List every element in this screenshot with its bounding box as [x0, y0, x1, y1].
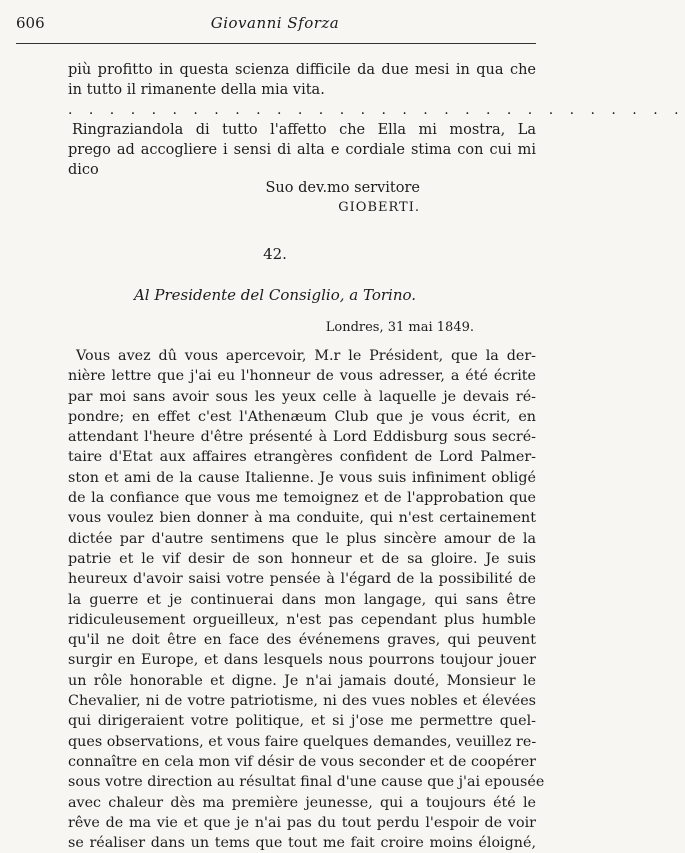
- body-line: la guerre et je continuerai dans mon langage, qui sans être: [68, 591, 536, 608]
- body-line: connaître en cela mon vif désir de vous seconder et de coopérer: [68, 753, 536, 770]
- letter-number: 42.: [263, 245, 287, 263]
- page-number: 606: [16, 14, 45, 32]
- signature-salutation: Suo dev.mo servitore: [265, 180, 420, 196]
- body-line: patrie et le vif desir de son honneur et de sa gloire. Je suis: [68, 550, 536, 567]
- body-line: sous votre direction au résultat final d'une cause que j'ai epousée: [68, 774, 545, 791]
- body-line: nière lettre que j'ai eu l'honneur de vous adresser, a été écrite: [68, 368, 536, 385]
- body-line: Chevalier, ni de votre patriotisme, ni des vues nobles et élevées: [68, 693, 536, 710]
- body-line: dictée par d'autre sentimens que le plus sincère amour de la: [68, 530, 536, 547]
- text-line: dico: [68, 162, 99, 178]
- page-header: [0, 14, 550, 38]
- body-line: surgir en Europe, et dans lesquels nous pourrons toujour jouer: [68, 652, 536, 669]
- text-line: più profitto in questa scienza difficile da due mesi in qua che: [68, 62, 536, 78]
- body-line: ques observations, et vous faire quelques demandes, veuillez re-: [68, 733, 537, 750]
- body-line: par moi sans avoir sous les yeux celle à laquelle je devais ré-: [68, 388, 536, 405]
- ellipsis-line: . . . . . . . . . . . . . . . . . . . . . . . . . . . . . .: [68, 102, 685, 118]
- body-line: vous voulez bien donner à ma conduite, qui n'est certainement: [68, 510, 536, 527]
- letter-date: Londres, 31 mai 1849.: [325, 320, 474, 335]
- signature-name: GIOBERTI.: [338, 200, 420, 215]
- body-line: rêve de ma vie et que je n'ai pas du tout perdu l'espoir de voir: [68, 814, 536, 831]
- body-line: avec chaleur dès ma première jeunesse, qui a toujours été le: [68, 794, 536, 811]
- body-line: ston et ami de la cause Italienne. Je vous suis infiniment obligé: [68, 469, 536, 486]
- text-line: prego ad accogliere i sensi di alta e cordiale stima con cui mi: [68, 142, 536, 158]
- body-line: heureux d'avoir saisi votre pensée à l'égard de la possibilité de: [68, 571, 536, 588]
- body-line: taire d'Etat aux affaires etrangères confident de Lord Palmer-: [68, 449, 536, 466]
- body-line: attendant l'heure d'être présenté à Lord Eddisburg sous secré-: [68, 429, 536, 446]
- body-line: se réaliser dans un tems que tout me fait croire moins éloigné,: [68, 835, 536, 852]
- body-line: un rôle honorable et digne. Je n'ai jamais douté, Monsieur le: [68, 672, 536, 689]
- body-line: Vous avez dû vous apercevoir, M.r le Président, que la der-: [76, 348, 536, 364]
- body-line: ridiculeusement orgueilleux, n'est pas cependant plus humble: [68, 611, 536, 628]
- body-line: de la confiance que vous me temoignez et de l'approbation que: [68, 490, 536, 507]
- body-line: qu'il ne doit être en face des événemens graves, qui peuvent: [68, 632, 536, 649]
- text-line: Ringraziandola di tutto l'affetto che Ella mi mostra, La: [72, 122, 536, 138]
- body-line: pondre; en effet c'est l'Athenæum Club que je vous écrit, en: [68, 408, 536, 425]
- header-rule: [16, 43, 536, 44]
- letter-address: Al Presidente del Consiglio, a Torino.: [133, 286, 417, 304]
- running-title: Giovanni Sforza: [210, 14, 340, 32]
- letter-body: [68, 346, 545, 853]
- text-line: in tutto il rimanente della mia vita.: [68, 82, 325, 98]
- body-line: qui dirigeraient votre politique, et si j'ose me permettre quel-: [68, 713, 536, 730]
